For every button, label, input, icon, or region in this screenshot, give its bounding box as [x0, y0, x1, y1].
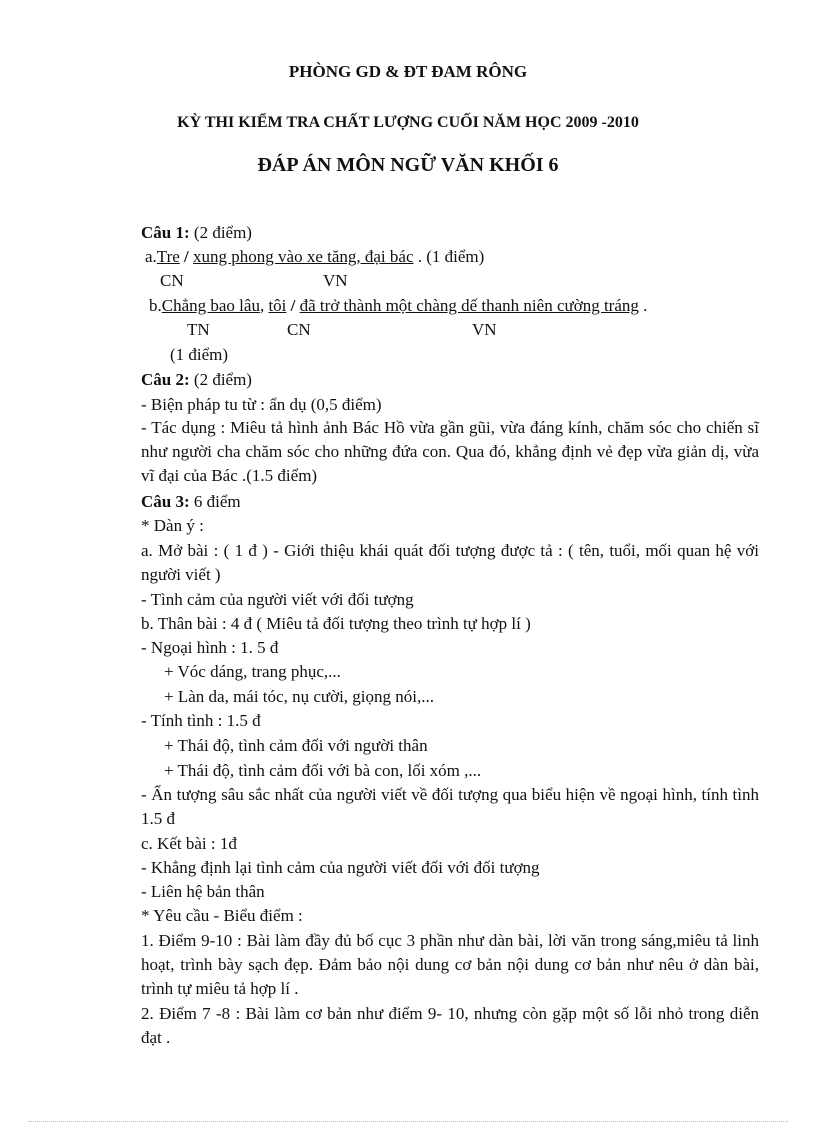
q1-b-slash: / — [286, 296, 300, 315]
q1-b-predicate: đã trở thành một chàng dế thanh niên cường tráng — [299, 296, 639, 315]
q1-b-tag-cn: CN — [287, 320, 311, 339]
exam-title: KỲ THI KIỂM TRA CHẤT LƯỢNG CUỐI NĂM HỌC 2009 -2010 — [177, 114, 639, 131]
q1-a-subject: Tre — [156, 247, 180, 266]
q3-character-a: + Thái độ, tình cảm đối với người thân — [164, 736, 428, 755]
q1-points: (2 điểm) — [189, 223, 252, 242]
q3-appearance-b: + Làn da, mái tóc, nụ cười, giọng nói,... — [164, 687, 434, 706]
q1-a-slash: / — [179, 247, 194, 266]
q1-a-prefix: a. — [145, 247, 157, 266]
q3-impression: - Ấn tượng sâu sắc nhất của người viết về đối tượng qua biểu hiện về ngoại hình, tính tình 1.5 đ — [141, 785, 759, 828]
q2-technique: - Biện pháp tu từ : ẩn dụ (0,5 điểm) — [141, 395, 382, 414]
q1-a-tag-cn: CN — [160, 271, 184, 290]
q1-a-sentence — [145, 246, 484, 268]
q1-b-tag-vn: VN — [472, 320, 497, 339]
q2-heading — [141, 369, 252, 391]
q3-intro-feeling: - Tình cảm của người viết với đối tượng — [141, 590, 414, 609]
q1-a-suffix: . (1 điểm) — [413, 247, 485, 266]
q3-conclusion-heading: c. Kết bài : 1đ — [141, 834, 237, 853]
q1-b-prefix: b. — [149, 296, 162, 315]
q3-character-b: + Thái độ, tình cảm đối với bà con, lối xóm ,... — [164, 761, 482, 780]
q2-effect-paragraph: - Tác dụng : Miêu tả hình ảnh Bác Hồ vừa gần gũi, vừa đáng kính, chăm sóc cho chiến sĩ như người cha chăm sóc cho những đứa con. Qua đó, khẳng định vẻ đẹp vừa giản dị, vừa vĩ đại của Bác .(1.5 điểm) — [141, 418, 759, 485]
q1-b-comma: , — [259, 296, 269, 315]
page-bottom-divider — [28, 1121, 788, 1122]
q3-outline-heading: * Dàn ý : — [141, 516, 204, 535]
q3-intro: a. Mở bài : ( 1 đ ) - Giới thiệu khái quát đối tượng được tả : ( tên, tuổi, mối quan hệ với người viết ) — [141, 541, 759, 584]
q3-appearance: - Ngoại hình : 1. 5 đ — [141, 638, 279, 657]
q3-label: Câu 3: — [141, 492, 190, 511]
q3-grading-heading: * Yêu cầu - Biểu điểm : — [141, 906, 303, 925]
department-heading: PHÒNG GD & ĐT ĐAM RÔNG — [288, 62, 528, 81]
q1-label: Câu 1: — [141, 223, 190, 242]
q3-grade-7-8: 2. Điểm 7 -8 : Bài làm cơ bản như điểm 9- 10, nhưng còn gặp một số lỗi nhỏ trong diễn đạt . — [141, 1004, 759, 1047]
q3-character: - Tính tình : 1.5 đ — [141, 711, 261, 730]
q1-b-points: (1 điểm) — [170, 345, 229, 364]
q2-label: Câu 2: — [141, 370, 190, 389]
q1-b-adverbial: Chẳng bao lâu — [161, 296, 260, 315]
answer-key-title: ĐÁP ÁN MÔN NGỮ VĂN KHỐI 6 — [257, 154, 559, 176]
q3-body-heading: b. Thân bài : 4 đ ( Miêu tả đối tượng theo trình tự hợp lí ) — [141, 614, 531, 633]
q3-grade-9-10: 1. Điểm 9-10 : Bài làm đầy đủ bố cục 3 phần như dàn bài, lời văn trong sáng,miêu tả linh hoạt, trình bày sạch đẹp. Đảm bảo nội dung cơ bản nội dung cơ bản như nêu ở dàn bài, trình tự miêu tả hợp lí . — [141, 931, 759, 998]
q3-heading — [141, 491, 241, 513]
q1-a-tag-vn: VN — [323, 271, 348, 290]
q1-a-predicate: xung phong vào xe tăng, đại bác — [193, 247, 414, 266]
q3-points: 6 điểm — [189, 492, 241, 511]
q1-b-tag-tn: TN — [187, 320, 210, 339]
q3-appearance-a: + Vóc dáng, trang phục,... — [164, 662, 341, 681]
q2-points: (2 điểm) — [189, 370, 252, 389]
q1-b-suffix: . — [638, 296, 648, 315]
q3-conclusion-b: - Liên hệ bản thân — [141, 882, 265, 901]
q1-b-subject: tôi — [268, 296, 287, 315]
q1-b-sentence — [149, 295, 647, 317]
q3-conclusion-a: - Khẳng định lại tình cảm của người viết đối với đối tượng — [141, 858, 540, 877]
q1-heading — [141, 222, 252, 244]
